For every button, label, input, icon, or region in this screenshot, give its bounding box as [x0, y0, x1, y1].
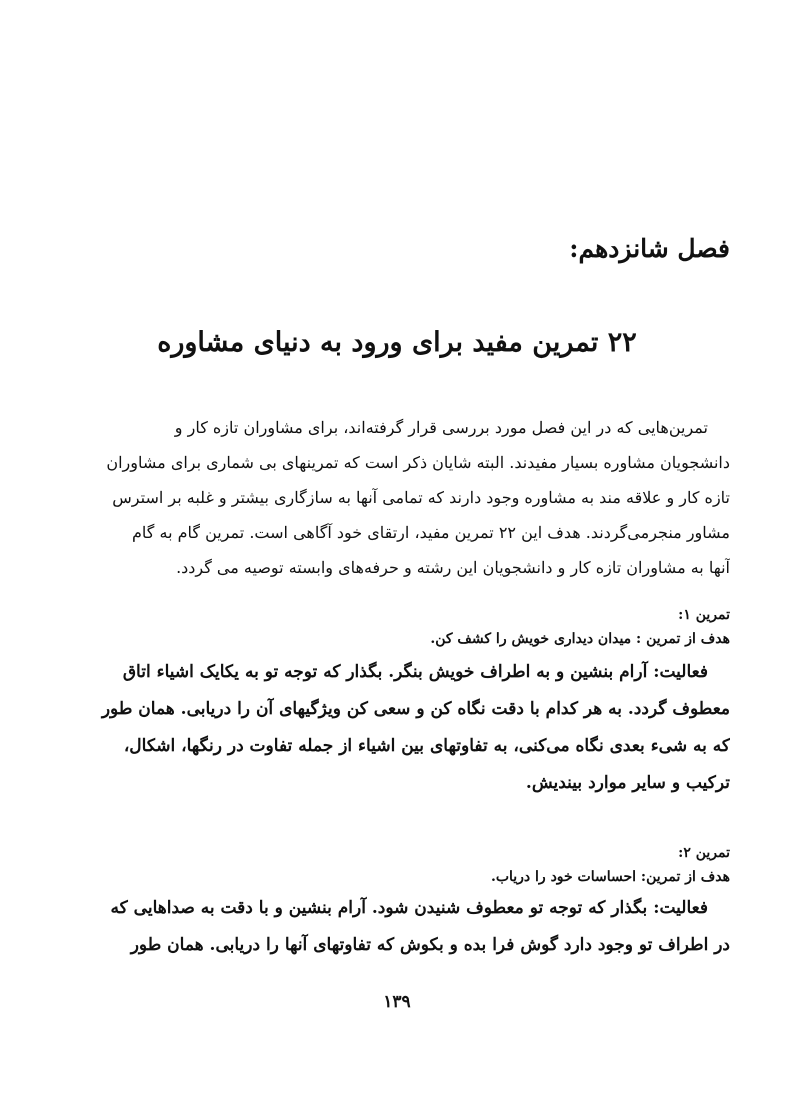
exercise-1-activity	[62, 654, 730, 802]
intro-line: آنها به مشاوران تازه کار و دانشجویان این رشته و حرفه‌های وابسته توصیه می گردد.	[176, 558, 730, 577]
activity-line: فعالیت: آرام بنشین و به اطراف خویش بنگر. بگذار که توجه تو به یکایک اشیاء اتاق	[122, 662, 708, 682]
intro-line: تمرین‌هایی که در این فصل مورد بررسی قرار گرفته‌اند، برای مشاوران تازه کار و	[174, 418, 708, 437]
intro-line: دانشجویان مشاوره بسیار مفیدند. البته شایان ذکر است که تمرینهای بی شماری برای مشاوران	[106, 453, 730, 472]
exercise-1-label: تمرین ۱:	[678, 607, 730, 623]
intro-line: مشاور منجرمی‌گردند. هدف این ۲۲ تمرین مفید، ارتقای خود آگاهی است. تمرین گام به گام	[132, 523, 730, 542]
exercise-2-goal: هدف از تمرین: احساسات خود را دریاب.	[490, 869, 730, 885]
exercise-2-label: تمرین ۲:	[678, 845, 730, 861]
activity-line: معطوف گردد. به هر کدام با دقت نگاه کن و سعی کن ویژگیهای آن را دریابی. همان طور	[101, 699, 730, 719]
intro-line: تازه کار و علاقه مند به مشاوره وجود دارند که تمامی آنها به سازگاری بیشتر و غلبه بر استرس	[112, 488, 730, 507]
chapter-title: ۲۲ تمرین مفید برای ورود به دنیای مشاوره	[157, 327, 637, 358]
activity-line: فعالیت: بگذار که توجه تو معطوف شنیدن شود. آرام بنشین و با دقت به صداهایی که	[110, 898, 708, 918]
page-number: ۱۳۹	[383, 992, 411, 1012]
exercise-1-goal: هدف از تمرین : میدان دیداری خویش را کشف کن.	[430, 631, 730, 647]
intro-paragraph	[64, 410, 730, 585]
activity-line: در اطراف تو وجود دارد گوش فرا بده و بکوش که تفاوتهای آنها را دریابی. همان طور	[130, 935, 730, 955]
activity-line: ترکیب و سایر موارد بیندیش.	[525, 773, 730, 793]
activity-line: که به شیء بعدی نگاه می‌کنی، به تفاوتهای بین اشیاء از جمله تفاوت در رنگها، اشکال،	[123, 736, 730, 756]
chapter-label: فصل شانزدهم:	[569, 234, 730, 263]
exercise-2-activity	[62, 890, 730, 964]
